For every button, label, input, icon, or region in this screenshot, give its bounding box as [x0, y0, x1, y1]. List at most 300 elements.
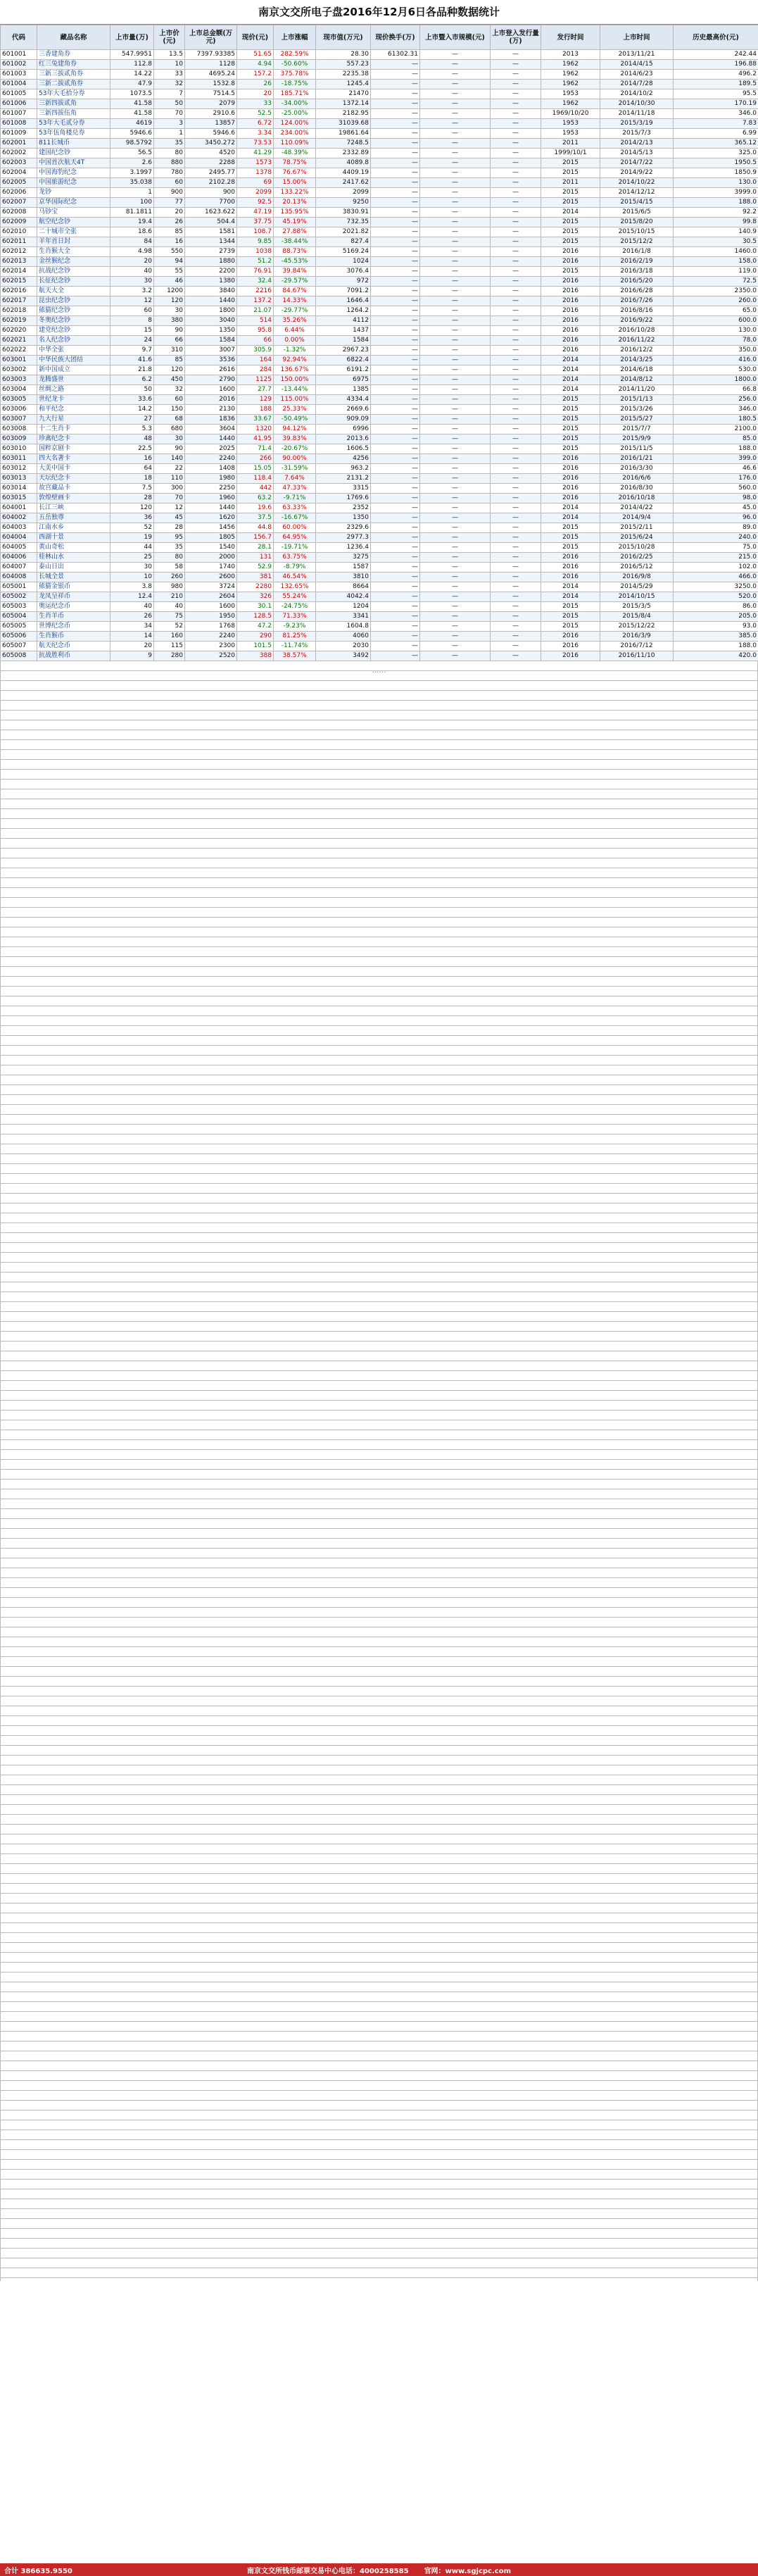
table-row[interactable] — [1, 70, 758, 80]
table-row[interactable] — [1, 50, 758, 60]
table-row[interactable] — [1, 198, 758, 208]
cell-code: 602020 — [1, 326, 37, 336]
cell-name[interactable]: 中国海豹纪念 — [37, 168, 110, 178]
table-cell: 2495.77 — [185, 168, 237, 178]
table-row[interactable] — [1, 336, 758, 346]
table-cell: 900 — [154, 188, 185, 198]
table-cell: 600.0 — [674, 316, 758, 326]
table-row[interactable] — [1, 395, 758, 405]
cell-name[interactable]: 冬奥纪念钞 — [37, 316, 110, 326]
cell-name[interactable]: 故宫藏品卡 — [37, 484, 110, 494]
cell-name[interactable]: 和平纪念 — [37, 405, 110, 415]
table-cell: 20 — [154, 208, 185, 218]
table-cell: 2015/6/24 — [600, 533, 674, 543]
cell-name[interactable]: 京华国际纪念 — [37, 198, 110, 208]
table-cell: -50.60% — [274, 60, 316, 70]
cell-name[interactable]: 龙钞 — [37, 188, 110, 198]
table-cell: 15.05 — [237, 464, 274, 474]
table-cell: 41.58 — [110, 99, 154, 109]
table-cell: — — [491, 80, 541, 89]
cell-name[interactable]: 航空纪念钞 — [37, 218, 110, 227]
table-cell: — — [491, 543, 541, 553]
table-cell: — — [420, 109, 491, 119]
table-cell: — — [420, 632, 491, 642]
table-row[interactable] — [1, 592, 758, 602]
table-row[interactable] — [1, 563, 758, 573]
cell-code: 602018 — [1, 306, 37, 316]
table-cell: 20 — [110, 257, 154, 267]
table-row[interactable] — [1, 89, 758, 99]
table-row[interactable] — [1, 573, 758, 582]
table-cell: 2016 — [541, 642, 600, 651]
table-row[interactable] — [1, 523, 758, 533]
table-body — [1, 50, 758, 661]
table-cell: 9 — [110, 651, 154, 661]
table-row[interactable] — [1, 553, 758, 563]
table-cell: 20.13% — [274, 198, 316, 208]
cell-name[interactable]: 53年伍角楼兑券 — [37, 129, 110, 139]
table-row[interactable] — [1, 316, 758, 326]
table-cell: 101.5 — [237, 642, 274, 651]
table-cell: 4.94 — [237, 60, 274, 70]
table-cell: 300 — [154, 484, 185, 494]
table-cell: -13.44% — [274, 385, 316, 395]
table-row[interactable] — [1, 129, 758, 139]
table-cell: 3.34 — [237, 129, 274, 139]
table-row[interactable] — [1, 405, 758, 415]
table-cell: 780 — [154, 168, 185, 178]
table-row[interactable] — [1, 218, 758, 227]
table-cell: 1573 — [237, 158, 274, 168]
table-cell: 346.0 — [674, 405, 758, 415]
table-row[interactable] — [1, 188, 758, 198]
table-cell: 1245.4 — [316, 80, 371, 89]
table-cell: 45 — [154, 513, 185, 523]
table-cell: 557.23 — [316, 60, 371, 70]
table-cell: 365.12 — [674, 139, 758, 149]
table-cell: 158.0 — [674, 257, 758, 267]
column-header: 发行时间 — [541, 25, 600, 50]
table-cell: 2014 — [541, 385, 600, 395]
table-cell: -31.59% — [274, 464, 316, 474]
cell-name[interactable]: 九大行星 — [37, 415, 110, 425]
column-header: 上市价(元) — [154, 25, 185, 50]
table-row[interactable] — [1, 454, 758, 464]
table-cell: 2015/12/22 — [600, 622, 674, 632]
cell-name[interactable]: 长城全景 — [37, 573, 110, 582]
table-row[interactable] — [1, 237, 758, 247]
table-cell: 52.5 — [237, 109, 274, 119]
table-row[interactable] — [1, 139, 758, 149]
cell-name[interactable]: 羊年首日封 — [37, 237, 110, 247]
table-cell: 2014/9/22 — [600, 168, 674, 178]
table-cell: 19.4 — [110, 218, 154, 227]
table-cell: 2016 — [541, 277, 600, 287]
table-cell: — — [491, 612, 541, 622]
table-cell: 92.2 — [674, 208, 758, 218]
table-cell: — — [491, 415, 541, 425]
table-row[interactable] — [1, 158, 758, 168]
table-row[interactable] — [1, 632, 758, 642]
table-row[interactable] — [1, 612, 758, 622]
table-cell: 3341 — [316, 612, 371, 622]
table-cell: 2016 — [541, 346, 600, 356]
cell-code: 602017 — [1, 296, 37, 306]
table-cell: 1999/10/1 — [541, 149, 600, 158]
table-row[interactable] — [1, 60, 758, 70]
cell-code: 603002 — [1, 365, 37, 375]
table-row[interactable] — [1, 227, 758, 237]
table-cell: 1236.4 — [316, 543, 371, 553]
table-cell: 2016/1/21 — [600, 454, 674, 464]
cell-name[interactable]: 熊猫金银币 — [37, 582, 110, 592]
table-cell: 240.0 — [674, 533, 758, 543]
cell-name[interactable]: 三香建角券 — [37, 50, 110, 60]
table-row[interactable] — [1, 425, 758, 434]
cell-code: 604001 — [1, 504, 37, 513]
table-cell: 2014/5/13 — [600, 149, 674, 158]
cell-name[interactable]: 敦煌壁画卡 — [37, 494, 110, 504]
table-cell: 7.5 — [110, 484, 154, 494]
website-link[interactable]: 官网：www.sgjcpc.com — [424, 2567, 512, 2575]
table-row[interactable] — [1, 434, 758, 444]
cell-name[interactable]: 中国旅游纪念 — [37, 178, 110, 188]
table-cell: 25.33% — [274, 405, 316, 415]
table-cell: — — [371, 513, 420, 523]
table-cell: 350.0 — [674, 346, 758, 356]
table-cell: -29.57% — [274, 277, 316, 287]
cell-name[interactable]: 生肖羊币 — [37, 612, 110, 622]
table-cell: 128.5 — [237, 612, 274, 622]
table-cell: 1623.622 — [185, 208, 237, 218]
table-cell: — — [371, 602, 420, 612]
table-cell: 94.12% — [274, 425, 316, 434]
cell-code: 603008 — [1, 425, 37, 434]
cell-name[interactable]: 二十城市全张 — [37, 227, 110, 237]
table-cell: 256.0 — [674, 395, 758, 405]
table-row[interactable] — [1, 444, 758, 454]
table-cell: 8664 — [316, 582, 371, 592]
table-row[interactable] — [1, 356, 758, 365]
company-contact: 南京文交所钱币邮票交易中心电话：4000258585 — [246, 2567, 409, 2575]
table-cell: 189.5 — [674, 80, 758, 89]
table-cell: 60.00% — [274, 523, 316, 533]
table-cell: 1962 — [541, 70, 600, 80]
table-row[interactable] — [1, 494, 758, 504]
table-cell: — — [420, 602, 491, 612]
cell-name[interactable]: 新中国成立 — [37, 365, 110, 375]
table-row[interactable] — [1, 602, 758, 612]
cell-name[interactable]: 奥运纪念币 — [37, 602, 110, 612]
cell-code: 603015 — [1, 494, 37, 504]
table-row[interactable] — [1, 119, 758, 129]
table-cell: — — [491, 523, 541, 533]
cell-name[interactable]: 抗战纪念钞 — [37, 267, 110, 277]
table-cell: 68 — [154, 415, 185, 425]
table-row[interactable] — [1, 99, 758, 109]
table-row[interactable] — [1, 533, 758, 543]
cell-name[interactable]: 中华全张 — [37, 346, 110, 356]
table-cell: 2013 — [541, 50, 600, 60]
table-cell: 1950 — [185, 612, 237, 622]
cell-code: 603006 — [1, 405, 37, 415]
cell-name[interactable]: 三新二拔贰角券 — [37, 80, 110, 89]
table-cell: 7514.5 — [185, 89, 237, 99]
cell-name[interactable]: 世博纪念币 — [37, 622, 110, 632]
table-cell: 1600 — [185, 602, 237, 612]
table-row[interactable] — [1, 484, 758, 494]
table-cell: -34.00% — [274, 99, 316, 109]
cell-name[interactable]: 西湖十景 — [37, 533, 110, 543]
cell-name[interactable]: 世纪龙卡 — [37, 395, 110, 405]
cell-name[interactable]: 53年大毛拾分券 — [37, 89, 110, 99]
table-cell: 2100.0 — [674, 425, 758, 434]
table-row[interactable] — [1, 149, 758, 158]
table-row[interactable] — [1, 375, 758, 385]
table-cell: 242.44 — [674, 50, 758, 60]
table-cell: 1962 — [541, 99, 600, 109]
table-cell: — — [420, 99, 491, 109]
table-row[interactable] — [1, 415, 758, 425]
table-cell: 215.0 — [674, 553, 758, 563]
table-cell: 2016/6/28 — [600, 287, 674, 296]
table-cell: 48 — [110, 434, 154, 444]
table-row[interactable] — [1, 267, 758, 277]
table-cell: — — [420, 336, 491, 346]
table-row[interactable] — [1, 543, 758, 553]
cell-name[interactable]: 名人纪念钞 — [37, 336, 110, 346]
table-cell: — — [491, 149, 541, 158]
cell-name[interactable]: 江南水乡 — [37, 523, 110, 533]
cell-name[interactable]: 建国纪念钞 — [37, 149, 110, 158]
table-row[interactable] — [1, 168, 758, 178]
table-cell: — — [491, 208, 541, 218]
table-cell: 1953 — [541, 129, 600, 139]
cell-name[interactable]: 长江三峡 — [37, 504, 110, 513]
table-cell: 260.0 — [674, 296, 758, 306]
table-cell: 3.1997 — [110, 168, 154, 178]
table-cell: 1204 — [316, 602, 371, 612]
table-cell: — — [420, 385, 491, 395]
table-cell: — — [491, 494, 541, 504]
table-cell: 2015 — [541, 218, 600, 227]
table-cell: 2130 — [185, 405, 237, 415]
table-row[interactable] — [1, 622, 758, 632]
cell-name[interactable]: 三新四拔贰角 — [37, 99, 110, 109]
table-row[interactable] — [1, 80, 758, 89]
table-cell: 28 — [110, 494, 154, 504]
table-cell: 2016 — [541, 573, 600, 582]
table-row[interactable] — [1, 247, 758, 257]
table-cell: 1460.0 — [674, 247, 758, 257]
table-cell: 2016/12/2 — [600, 346, 674, 356]
table-cell: — — [420, 415, 491, 425]
cell-name[interactable]: 天坛纪念卡 — [37, 474, 110, 484]
cell-name[interactable]: 航天纪念币 — [37, 642, 110, 651]
table-cell: 20 — [237, 89, 274, 99]
table-cell: — — [491, 533, 541, 543]
cell-name[interactable]: 泰山日出 — [37, 563, 110, 573]
cell-name[interactable]: 四大名著卡 — [37, 454, 110, 464]
cell-name[interactable]: 龙凤呈祥币 — [37, 592, 110, 602]
table-cell: — — [491, 247, 541, 257]
cell-name[interactable]: 建党纪念钞 — [37, 326, 110, 336]
table-cell: 130.0 — [674, 326, 758, 336]
cell-name[interactable]: 珍禽纪念卡 — [37, 434, 110, 444]
table-cell: -9.71% — [274, 494, 316, 504]
table-row[interactable] — [1, 642, 758, 651]
cell-code: 601009 — [1, 129, 37, 139]
table-row[interactable] — [1, 464, 758, 474]
table-cell: 41.6 — [110, 356, 154, 365]
table-cell: 2200 — [185, 267, 237, 277]
table-cell: 2011 — [541, 139, 600, 149]
cell-code: 605003 — [1, 602, 37, 612]
table-cell: 2240 — [185, 632, 237, 642]
table-row[interactable] — [1, 178, 758, 188]
table-row[interactable] — [1, 306, 758, 316]
table-cell: 150.00% — [274, 375, 316, 385]
table-cell: 1 — [110, 188, 154, 198]
cell-name[interactable]: 龙腾盛世 — [37, 375, 110, 385]
table-cell: — — [371, 651, 420, 661]
table-cell: 6996 — [316, 425, 371, 434]
cell-code: 601001 — [1, 50, 37, 60]
table-cell: — — [491, 336, 541, 346]
table-row[interactable] — [1, 385, 758, 395]
table-cell: 504.4 — [185, 218, 237, 227]
table-cell: — — [371, 277, 420, 287]
table-cell: 1606.5 — [316, 444, 371, 454]
cell-name[interactable]: 中华民族大团结 — [37, 356, 110, 365]
table-cell: 2977.3 — [316, 533, 371, 543]
table-cell: — — [491, 484, 541, 494]
cell-name[interactable]: 中国首次航天4T — [37, 158, 110, 168]
table-cell: — — [420, 139, 491, 149]
table-cell: — — [420, 563, 491, 573]
table-cell: — — [420, 60, 491, 70]
cell-name[interactable]: 大美中国卡 — [37, 464, 110, 474]
table-cell: 22.5 — [110, 444, 154, 454]
cell-name[interactable]: 丝绸之路 — [37, 385, 110, 395]
cell-name[interactable]: 抗战胜利币 — [37, 651, 110, 661]
cell-name[interactable]: 黄山奇松 — [37, 543, 110, 553]
cell-code: 602010 — [1, 227, 37, 237]
table-row[interactable] — [1, 257, 758, 267]
cell-name[interactable]: 生肖猴币 — [37, 632, 110, 642]
table-cell: 7.64% — [274, 474, 316, 484]
table-cell: -29.77% — [274, 306, 316, 316]
table-row[interactable] — [1, 296, 758, 306]
table-cell: 2016/2/19 — [600, 257, 674, 267]
table-cell: — — [491, 267, 541, 277]
table-cell: 19.6 — [237, 504, 274, 513]
table-row[interactable] — [1, 474, 758, 484]
cell-name[interactable]: 三新三拔贰角券 — [37, 70, 110, 80]
table-cell: 27.7 — [237, 385, 274, 395]
cell-name[interactable]: 金丝猴纪念 — [37, 257, 110, 267]
table-row[interactable] — [1, 277, 758, 287]
table-cell: — — [371, 415, 420, 425]
table-cell: 2016/3/30 — [600, 464, 674, 474]
cell-name[interactable]: 三新四拔伍角 — [37, 109, 110, 119]
table-cell: 2015/2/11 — [600, 523, 674, 533]
cell-name[interactable]: 国粹京剧卡 — [37, 444, 110, 454]
cell-name[interactable]: 桂林山水 — [37, 553, 110, 563]
table-cell: 55 — [154, 267, 185, 277]
table-cell: 98.0 — [674, 494, 758, 504]
table-row[interactable] — [1, 365, 758, 375]
table-cell: 60 — [154, 178, 185, 188]
cell-code: 602011 — [1, 237, 37, 247]
table-cell: 132.65% — [274, 582, 316, 592]
table-row[interactable] — [1, 582, 758, 592]
table-cell: 3604 — [185, 425, 237, 434]
table-row[interactable] — [1, 513, 758, 523]
table-cell: — — [371, 316, 420, 326]
table-row[interactable] — [1, 651, 758, 661]
cell-code: 605008 — [1, 651, 37, 661]
cell-name[interactable]: 生肖猴大全 — [37, 247, 110, 257]
cell-name[interactable]: 53年大毛贰分券 — [37, 119, 110, 129]
table-cell: -11.74% — [274, 642, 316, 651]
cell-name[interactable]: 马钞宝 — [37, 208, 110, 218]
table-cell: 33.67 — [237, 415, 274, 425]
table-cell: 3040 — [185, 316, 237, 326]
cell-name[interactable]: 航天大全 — [37, 287, 110, 296]
table-cell: 305.9 — [237, 346, 274, 356]
table-cell: 47.33% — [274, 484, 316, 494]
table-cell: 2016/10/28 — [600, 326, 674, 336]
table-cell: 2079 — [185, 99, 237, 109]
table-cell: 61302.31 — [371, 50, 420, 60]
table-cell: — — [371, 474, 420, 484]
table-row[interactable] — [1, 504, 758, 513]
table-cell: — — [420, 651, 491, 661]
cell-name[interactable]: 熊猫纪念钞 — [37, 306, 110, 316]
table-row[interactable] — [1, 208, 758, 218]
cell-name[interactable]: 十二生肖卡 — [37, 425, 110, 434]
table-row[interactable] — [1, 346, 758, 356]
table-cell: 2910.6 — [185, 109, 237, 119]
table-cell: 290 — [237, 632, 274, 642]
table-cell: 31039.68 — [316, 119, 371, 129]
table-cell: 21.07 — [237, 306, 274, 316]
table-cell: 2016 — [185, 395, 237, 405]
table-row[interactable] — [1, 287, 758, 296]
table-cell: 2015/7/3 — [600, 129, 674, 139]
cell-name[interactable]: 长征纪念钞 — [37, 277, 110, 287]
cell-name[interactable]: 红三兔建角券 — [37, 60, 110, 70]
table-cell: — — [371, 523, 420, 533]
table-row[interactable] — [1, 109, 758, 119]
cell-name[interactable]: 811长城币 — [37, 139, 110, 149]
table-cell: — — [491, 651, 541, 661]
cell-name[interactable]: 昆虫纪念钞 — [37, 296, 110, 306]
table-cell: 33.6 — [110, 395, 154, 405]
table-cell: 1128 — [185, 60, 237, 70]
table-cell: 1440 — [185, 296, 237, 306]
table-row[interactable] — [1, 326, 758, 336]
cell-name[interactable]: 五岳独尊 — [37, 513, 110, 523]
table-cell: 2240 — [185, 454, 237, 464]
table-cell: — — [420, 582, 491, 592]
table-cell: 65.0 — [674, 306, 758, 316]
table-cell: 55.24% — [274, 592, 316, 602]
table-cell: 1600 — [185, 385, 237, 395]
table-cell: 2350.0 — [674, 287, 758, 296]
table-cell: 84.67% — [274, 287, 316, 296]
